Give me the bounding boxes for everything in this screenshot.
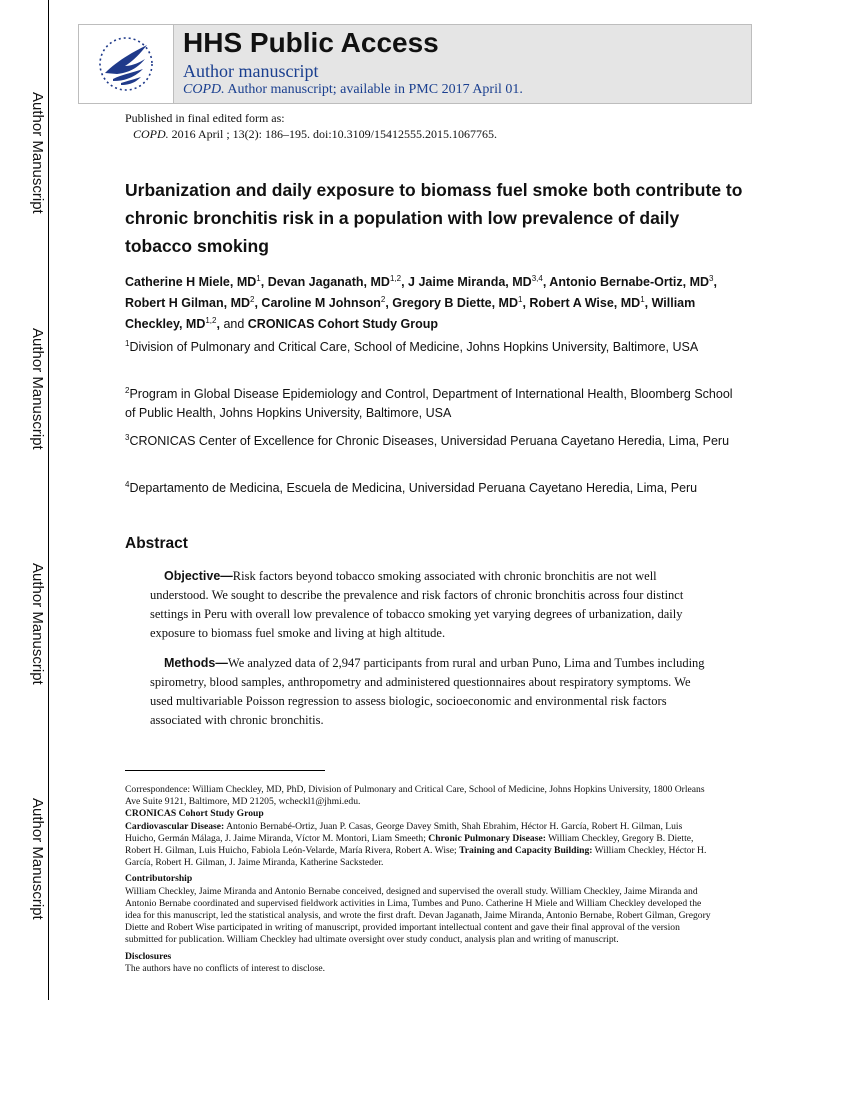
author-separator: ,: [713, 275, 717, 289]
left-margin-rule: [48, 0, 49, 1000]
methods-text: We analyzed data of 2,947 participants from rural and urban Puno, Lima and Tumbes including spirometry, blood samples, anthropometry and administered questionnaires about respiratory symptoms. We used multivariable Poisson regression to assess biologic, socioeconomic and environmental risk factors associated with chronic bronchitis.: [150, 656, 705, 727]
abstract-objective: [150, 567, 710, 643]
hhs-header-banner: [78, 24, 752, 104]
methods-label: Methods—: [164, 656, 228, 670]
published-citation-text: 2016 April ; 13(2): 186–195. doi:10.3109/15412555.2015.1067765.: [168, 127, 498, 141]
affiliation-1: [125, 338, 735, 357]
abstract-methods: [150, 654, 710, 730]
author-list: [125, 272, 730, 335]
pulmonary-members: William Checkley, Gregory B. Diette, Robert H. Gilman, Luis Huicho, Fabiola León-Velarde, María Rivera, Robert A. Wise;: [125, 832, 694, 857]
author-separator: ,: [542, 275, 550, 289]
author-separator: ,: [385, 296, 393, 310]
affiliation-4: [125, 479, 735, 498]
author-name: J Jaime Miranda, MD: [408, 275, 532, 289]
cardio-label: Cardiovascular Disease:: [125, 820, 225, 832]
authors-group: CRONICAS Cohort Study Group: [247, 317, 439, 331]
author-name: Robert A Wise, MD: [529, 296, 641, 310]
affiliation-number: 3: [125, 432, 130, 442]
author-name: Robert H Gilman, MD: [125, 296, 251, 310]
author-separator: ,: [254, 296, 262, 310]
training-label: Training and Capacity Building:: [459, 845, 593, 857]
author-affiliation-marker: 1,2: [205, 315, 217, 325]
author-manuscript-label: Author manuscript: [183, 61, 319, 81]
author-affiliation-marker: 2: [250, 294, 255, 304]
objective-label: Objective—: [164, 569, 233, 583]
footnote-rule: [125, 770, 325, 771]
contributorship-heading: Contributorship: [125, 873, 193, 885]
disclosures-heading: Disclosures: [125, 950, 172, 962]
author-name: Antonio Bernabe-Ortiz, MD: [549, 275, 710, 289]
author-affiliation-marker: 1,2: [389, 273, 402, 283]
availability-text: Author manuscript; available in PMC 2017 April 01.: [224, 82, 523, 97]
affiliation-text: Program in Global Disease Epidemiology and Control, Department of International Health, Bloomberg School of Public Health, Johns Hopkins University, Baltimore, USA: [125, 387, 733, 420]
author-affiliation-marker: 3: [709, 273, 714, 283]
abstract-heading: Abstract: [125, 535, 188, 552]
published-label: Published in final edited form as:: [125, 111, 285, 125]
affiliation-text: Division of Pulmonary and Critical Care, School of Medicine, Johns Hopkins University, Baltimore, USA: [129, 340, 699, 354]
objective-text: Risk factors beyond tobacco smoking associated with chronic bronchitis are not well understood. We sought to describe the prevalence and risk factors of chronic bronchitis across four distinct settings in Peru with overall low prevalence of tobacco smoking yet varying degrees of urbanization, daily exposure to biomass fuel smoke and living at high altitude.: [150, 569, 684, 640]
affiliation-number: 1: [125, 338, 130, 348]
published-in-block: [125, 110, 497, 142]
hhs-eagle-logo-icon: [91, 33, 161, 95]
author-separator: ,: [644, 296, 652, 310]
pulmonary-label: Chronic Pulmonary Disease:: [428, 832, 546, 844]
published-journal: COPD.: [133, 127, 169, 141]
affiliation-2: [125, 385, 735, 423]
cohort-group-heading: CRONICAS Cohort Study Group: [125, 808, 264, 820]
article-title: Urbanization and daily exposure to biomass fuel smoke both contribute to chronic bronchitis risk in a population with low prevalence of daily tobacco smoking: [125, 180, 743, 256]
hhs-logo-panel: [79, 25, 174, 103]
author-name: William Checkley, MD: [125, 296, 696, 331]
training-members: William Checkley, Héctor H. García, Robert H. Gilman, J. Jaime Miranda, Katherine Sacksteder.: [125, 845, 707, 869]
cohort-group-members: [125, 821, 715, 870]
author-name: Gregory B Diette, MD: [392, 296, 518, 310]
author-affiliation-marker: 1: [256, 273, 261, 283]
published-citation: [125, 126, 497, 142]
author-name: Devan Jaganath, MD: [267, 275, 390, 289]
availability-line: [183, 82, 523, 98]
authors-and: and: [223, 317, 245, 331]
side-label-author-manuscript: Author Manuscript: [29, 798, 46, 920]
affiliation-text: Departamento de Medicina, Escuela de Medicina, Universidad Peruana Cayetano Heredia, Lima, Peru: [129, 481, 698, 495]
side-label-author-manuscript: Author Manuscript: [29, 92, 46, 214]
affiliation-number: 4: [125, 479, 130, 489]
author-separator: ,: [216, 317, 224, 331]
side-label-author-manuscript: Author Manuscript: [29, 563, 46, 685]
author-separator: ,: [260, 275, 268, 289]
journal-name: COPD.: [183, 82, 225, 97]
hhs-public-access-title: HHS Public Access: [183, 27, 439, 58]
author-affiliation-marker: 1: [640, 294, 645, 304]
cardio-members: Antonio Bernabé-Ortiz, Juan P. Casas, George Davey Smith, Shah Ebrahim, Héctor H. García, Robert H. Gilman, Luis Huicho, Germán Málaga, J. Jaime Miranda, Víctor M. Montori, Liam Smeeth;: [125, 820, 683, 844]
footnotes: [125, 784, 715, 975]
author-affiliation-marker: 1: [518, 294, 523, 304]
author-affiliation-marker: 2: [380, 294, 386, 304]
affiliation-3: [125, 432, 735, 451]
author-name: Caroline M Johnson: [261, 296, 381, 310]
author-affiliation-marker: 3,4: [531, 273, 543, 283]
contributorship-text: William Checkley, Jaime Miranda and Antonio Bernabe conceived, designed and supervised the overall study. William Checkley, Jaime Miranda and Antonio Bernabe coordinated and supervised fieldwork activities in Lima, Tumbes and Puno. Catherine H Miele and William Checkley developed the idea for this manuscript, led the statistical analysis, and wrote the first draft. Devan Jaganath, Jaime Miranda, Antonio Bernabe, Robert Gilman, Gregory Diette and Robert Wise participated in writing of manuscript, provided important intellectual content and gave their final approval of the version submitted for publication. William Checkley had ultimate oversight over study conduct, analysis plan and writing of manuscript.: [125, 885, 711, 946]
side-label-author-manuscript: Author Manuscript: [29, 328, 46, 450]
correspondence-note: Correspondence: William Checkley, MD, PhD, Division of Pulmonary and Critical Care, School of Medicine, Johns Hopkins University, 1800 Orleans Ave Suite 9121, Baltimore, MD 21205, wcheckl1@jhmi.edu.: [125, 784, 705, 808]
affiliation-text: CRONICAS Center of Excellence for Chronic Diseases, Universidad Peruana Cayetano Heredia, Lima, Peru: [129, 434, 730, 448]
disclosures-text: The authors have no conflicts of interest to disclose.: [125, 962, 326, 974]
author-name: Catherine H Miele, MD: [125, 275, 257, 289]
affiliation-number: 2: [125, 385, 130, 395]
author-separator: ,: [522, 296, 530, 310]
author-separator: ,: [401, 275, 409, 289]
